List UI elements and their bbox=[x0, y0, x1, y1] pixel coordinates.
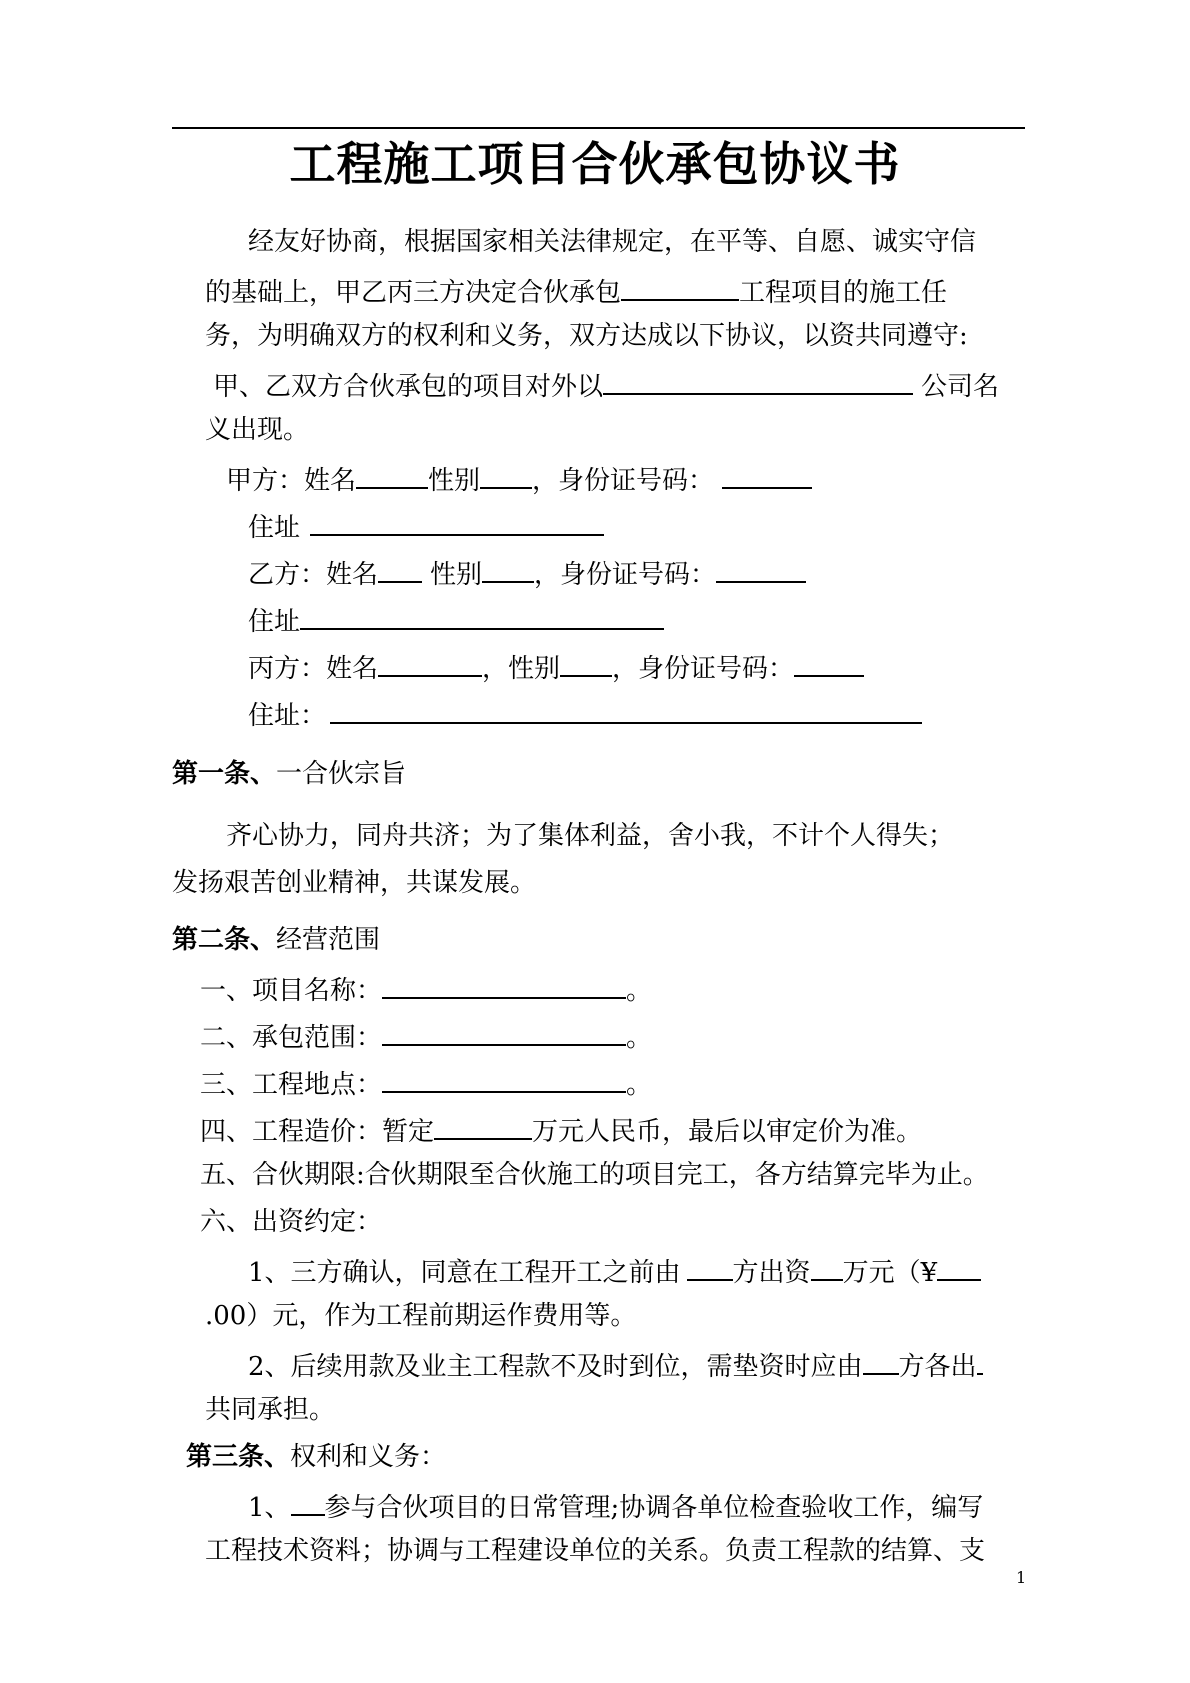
intro-line-4-text-a: 甲、乙双方合伙承包的项目对外以 bbox=[213, 372, 604, 402]
party-c-name-blank bbox=[378, 647, 482, 677]
party-b-id-label: ，身份证号码： bbox=[534, 560, 717, 590]
intro-line-1: 经友好协商，根据国家相关法律规定，在平等、自愿、诚实守信 bbox=[248, 227, 977, 257]
article-3-item-1-number: 1、 bbox=[248, 1493, 291, 1523]
article-2-number: 第二条、 bbox=[172, 925, 277, 955]
party-b-id-blank bbox=[716, 553, 806, 583]
party-b-gender-label: 性别 bbox=[430, 560, 483, 590]
article-3-item-1-line-1 bbox=[248, 1486, 983, 1526]
article-1-line-2: 发扬艰苦创业精神，共谋发展。 bbox=[172, 868, 537, 898]
article-3-number: 第三条、 bbox=[186, 1442, 291, 1472]
sub-1-yuan-blank bbox=[937, 1251, 981, 1281]
party-c-address-label: 住址： bbox=[248, 701, 327, 731]
party-a-id-blank bbox=[722, 459, 812, 489]
sub-2-party-blank bbox=[863, 1345, 899, 1375]
party-b-address-blank bbox=[300, 600, 664, 630]
item-2-label: 二、承包范围： bbox=[200, 1023, 383, 1053]
party-c-id-label: ，身份证号码： bbox=[612, 654, 795, 684]
party-a-gender-label: 性别 bbox=[428, 466, 481, 496]
party-a-address-blank bbox=[310, 506, 604, 536]
party-b-address-label: 住址 bbox=[248, 607, 301, 637]
party-c-id-blank bbox=[794, 647, 864, 677]
article-2-heading bbox=[172, 922, 380, 958]
sub-1-text-b: 方出资 bbox=[732, 1258, 811, 1288]
article-2-item-2 bbox=[200, 1016, 652, 1056]
intro-line-3: 务，为明确双方的权利和义务，双方达成以下协议，以资共同遵守: bbox=[205, 321, 968, 351]
article-2-item-4 bbox=[200, 1110, 922, 1150]
article-3-title: 权利和义务： bbox=[290, 1442, 447, 1472]
header-rule bbox=[172, 127, 1025, 129]
item-1-period: 。 bbox=[626, 976, 653, 1006]
article-3-item-1-line-2: 工程技术资料；协调与工程建设单位的关系。负责工程款的结算、支 bbox=[205, 1536, 986, 1566]
article-2-item-5: 五、合伙期限:合伙期限至合伙施工的项目完工，各方结算完毕为止。 bbox=[200, 1160, 989, 1190]
article-2-sub-1-line-2: .00）元，作为工程前期运作费用等。 bbox=[205, 1301, 637, 1331]
item-4-label: 四、工程造价：暂定 bbox=[200, 1117, 435, 1147]
article-1-number: 第一条、 bbox=[172, 759, 277, 789]
article-2-sub-2-line-2: 共同承担。 bbox=[205, 1395, 336, 1425]
item-3-period: 。 bbox=[626, 1070, 653, 1100]
sub-1-amount-blank bbox=[811, 1251, 843, 1281]
item-3-blank bbox=[382, 1063, 626, 1093]
sub-2-text-b: 方各出 bbox=[898, 1352, 977, 1382]
sub-1-text-a: 1、三方确认，同意在工程开工之前由 bbox=[248, 1258, 681, 1288]
item-1-label: 一、项目名称： bbox=[200, 976, 383, 1006]
sub-1-party-blank bbox=[687, 1251, 733, 1281]
article-3-party-blank bbox=[291, 1486, 325, 1516]
sub-2-text-a: 2、后续用款及业主工程款不及时到位，需垫资时应由 bbox=[248, 1352, 863, 1382]
party-c-gender-label: ，性别 bbox=[482, 654, 561, 684]
party-b-name-blank bbox=[378, 553, 422, 583]
party-c-address-blank bbox=[330, 694, 922, 724]
article-2-title: 经营范围 bbox=[276, 925, 381, 955]
document-title: 工程施工项目合伙承包协议书 bbox=[289, 137, 901, 191]
party-a-address-line bbox=[248, 506, 604, 546]
party-a-name-blank bbox=[356, 459, 428, 489]
item-4-blank bbox=[434, 1110, 532, 1140]
article-1-title: 一合伙宗旨 bbox=[276, 759, 407, 789]
intro-line-4-text-b: 公司名 bbox=[921, 372, 1000, 402]
item-2-period: 。 bbox=[626, 1023, 653, 1053]
intro-line-2-text-a: 的基础上，甲乙丙三方决定合伙承包 bbox=[205, 278, 622, 308]
party-c-line bbox=[248, 647, 864, 687]
article-3-heading bbox=[186, 1439, 446, 1475]
party-a-gender-blank bbox=[480, 459, 532, 489]
article-3-item-1-text: 参与合伙项目的日常管理;协调各单位检查验收工作，编写 bbox=[324, 1493, 984, 1523]
page-number: 1 bbox=[1016, 1568, 1027, 1587]
company-name-blank bbox=[603, 365, 913, 395]
item-1-blank bbox=[382, 969, 626, 999]
party-a-line bbox=[226, 459, 812, 499]
party-c-label: 丙方：姓名 bbox=[248, 654, 379, 684]
item-2-blank bbox=[382, 1016, 626, 1046]
sub-2-share-blank bbox=[977, 1345, 983, 1375]
article-2-item-1 bbox=[200, 969, 652, 1009]
party-b-address-line bbox=[248, 600, 664, 640]
party-a-label: 甲方：姓名 bbox=[226, 466, 357, 496]
party-c-gender-blank bbox=[560, 647, 612, 677]
party-b-label: 乙方：姓名 bbox=[248, 560, 379, 590]
article-2-item-3 bbox=[200, 1063, 652, 1103]
item-3-label: 三、工程地点： bbox=[200, 1070, 383, 1100]
item-4-text: 万元人民币，最后以审定价为准。 bbox=[532, 1117, 923, 1147]
intro-line-2-text-b: 工程项目的施工任 bbox=[739, 278, 948, 308]
article-2-item-6: 六、出资约定： bbox=[200, 1207, 383, 1237]
article-2-sub-1-line-1 bbox=[248, 1251, 981, 1291]
intro-line-4 bbox=[213, 365, 999, 405]
article-2-sub-2-line-1 bbox=[248, 1345, 983, 1385]
sub-1-text-c: 万元（¥ bbox=[842, 1258, 938, 1288]
party-c-address-line bbox=[248, 694, 922, 734]
article-1-line-1: 齐心协力，同舟共济；为了集体利益，舍小我，不计个人得失； bbox=[226, 821, 955, 851]
party-b-line bbox=[248, 553, 806, 593]
party-b-gender-blank bbox=[482, 553, 534, 583]
party-a-address-label: 住址 bbox=[248, 513, 301, 543]
party-a-id-label: ，身份证号码： bbox=[532, 466, 715, 496]
article-1-heading bbox=[172, 756, 406, 792]
intro-line-2 bbox=[205, 271, 947, 311]
project-name-blank bbox=[621, 271, 739, 301]
intro-line-5: 义出现。 bbox=[205, 415, 310, 445]
